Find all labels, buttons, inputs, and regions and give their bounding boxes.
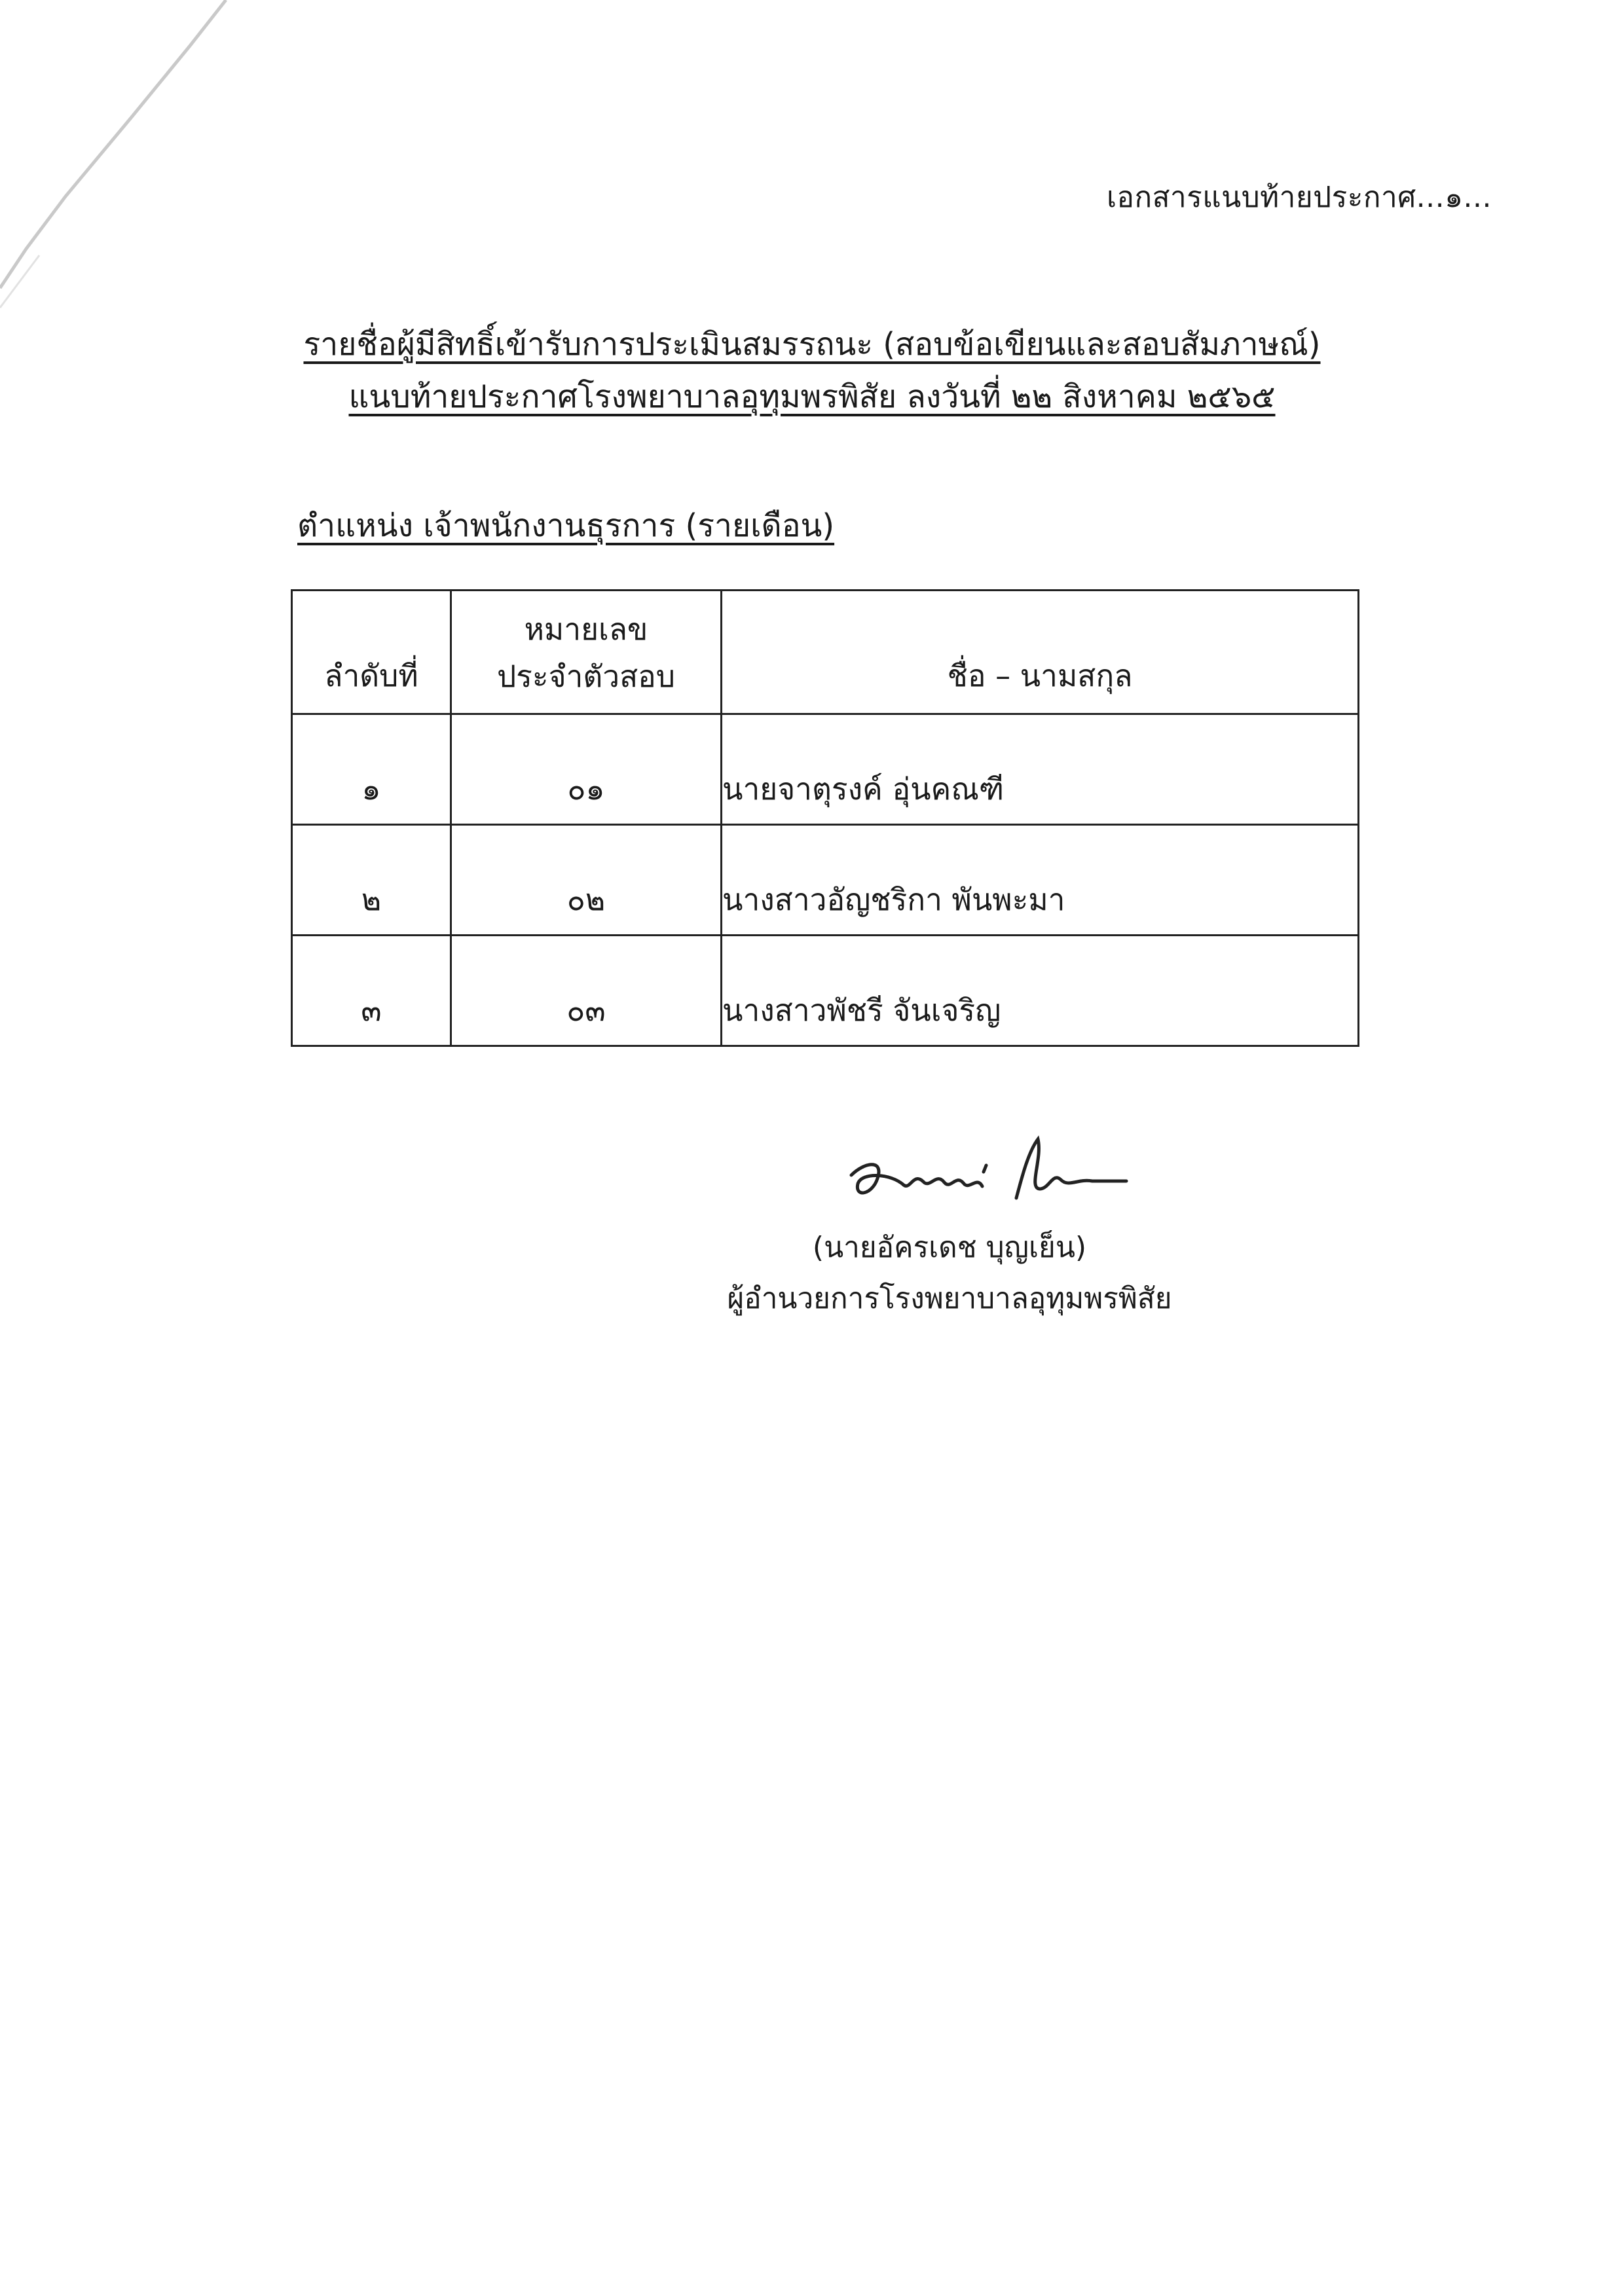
table-row: [292, 825, 1359, 936]
row-name: นางสาวอัญชริกา พันพะมา: [722, 825, 1359, 936]
row-exam-id: ๐๒: [451, 825, 722, 936]
table-header-row: [292, 591, 1359, 714]
row-exam-id: ๐๑: [451, 714, 722, 825]
row-name: นางสาวพัชรี จันเจริญ: [722, 936, 1359, 1046]
header-exam-id-line2: ประจำตัวสอบ: [496, 659, 675, 694]
document-reference: เอกสารแนบท้ายประกาศ...๑...: [1107, 181, 1492, 214]
table-row: [292, 936, 1359, 1046]
signer-title: ผู้อำนวยการโรงพยาบาลอุทุมพรพิสัย: [727, 1282, 1172, 1315]
document-title-line1: รายชื่อผู้มีสิทธิ์เข้ารับการประเมินสมรรถนะ (สอบข้อเขียนและสอบสัมภาษณ์): [303, 326, 1321, 363]
row-exam-id: ๐๓: [451, 936, 722, 1046]
document-title-line2: แนบท้ายประกาศโรงพยาบาลอุทุมพรพิสัย ลงวันที่ ๒๒ สิงหาคม ๒๕๖๕: [348, 378, 1276, 415]
header-name: ชื่อ – นามสกุล: [722, 591, 1359, 714]
row-order: ๓: [292, 936, 451, 1046]
header-order: ลำดับที่: [292, 591, 451, 714]
position-heading: ตำแหน่ง เจ้าพนักงานธุรการ (รายเดือน): [297, 507, 835, 544]
handwritten-signature: [832, 1126, 1133, 1224]
row-order: ๒: [292, 825, 451, 936]
table-row: [292, 714, 1359, 825]
header-exam-id: [451, 591, 722, 714]
header-exam-id-line1: หมายเลข: [524, 611, 648, 647]
signer-name: (นายอัครเดช บุญเย็น): [812, 1231, 1087, 1264]
row-name: นายจาตุรงค์ อุ่นคณฑี: [722, 714, 1359, 825]
candidate-table: [291, 589, 1359, 1047]
row-order: ๑: [292, 714, 451, 825]
